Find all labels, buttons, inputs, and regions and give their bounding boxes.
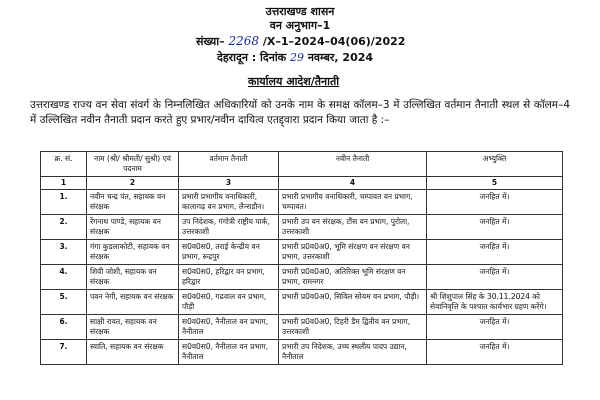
- row-remark: जनहित में।: [427, 240, 563, 265]
- row-name: पवन नेगी, सहायक वन संरक्षक: [87, 290, 179, 315]
- row-current-posting: स0व0स0, नैनीताल वन प्रभाग, नैनीताल: [179, 315, 279, 340]
- govt-heading: उत्तराखण्ड शासन: [265, 5, 335, 18]
- intro-paragraph: उत्तराखण्ड राज्य वन सेवा संवर्ग के निम्नलिखित अधिकारियों को उनके नाम के समक्ष कॉलम–3 में उल्लिखित वर्तमान तैनाती स्थल से कॉलम–4 में उल्लिखित नवीन तैनाती प्रदान करते हुए प्रभार/नवीन दायित्व एतद्द्वारा प्रदान किया जाता है :–: [30, 99, 570, 126]
- table-header-row: [41, 152, 563, 177]
- reference-number: [196, 34, 405, 49]
- row-sn: 2.: [41, 215, 87, 240]
- table-row: [41, 340, 563, 365]
- document-title: कार्यालय आदेश/तैनाती: [248, 75, 340, 88]
- ref-prefix: संख्या–: [196, 35, 225, 48]
- row-name: शिवी जोशी, सहायक वन संरक्षक: [87, 265, 179, 290]
- row-name: गंगा कुडलाकोटी, सहायक वन संरक्षक: [87, 240, 179, 265]
- col-number: 3: [179, 177, 279, 190]
- col-number: 5: [427, 177, 563, 190]
- date-suffix: नवम्बर, 2024: [307, 51, 374, 64]
- row-new-posting: प्रभारी प्र0व0अ0, भूमि संरक्षण वन संरक्षण वन प्रभाग, उत्तरकाशी: [279, 240, 427, 265]
- table-row: [41, 290, 563, 315]
- row-remark: जनहित में।: [427, 190, 563, 215]
- row-current-posting: उप निदेशक, गंगोत्री राष्ट्रीय पार्क, उत्तरकाशी: [179, 215, 279, 240]
- row-current-posting: स0व0स0, हरिद्वार वन प्रभाग, हरिद्वार: [179, 265, 279, 290]
- row-name: नवीन चन्द्र पंत, सहायक वन संरक्षक: [87, 190, 179, 215]
- row-remark: जनहित में।: [427, 215, 563, 240]
- row-sn: 4.: [41, 265, 87, 290]
- handwritten-ref-number: 2268: [228, 34, 259, 48]
- row-remark: जनहित में।: [427, 315, 563, 340]
- row-new-posting: प्रभारी उप वन संरक्षक, टौंस वन प्रभाग, पुरोला, उत्तरकाशी: [279, 215, 427, 240]
- table-row: [41, 240, 563, 265]
- date-prefix: देहरादून : दिनांक: [217, 51, 287, 64]
- row-sn: 1.: [41, 190, 87, 215]
- table-row: [41, 215, 563, 240]
- table-row: [41, 265, 563, 290]
- row-remark: श्री शिशुपाल सिंह के 30.11.2024 को सेवानिवृत्ति के पश्चात कार्यभार ग्रहण करेंगे।: [427, 290, 563, 315]
- row-new-posting: प्रभारी प्रभागीय वनाधिकारी, चम्पावत वन प्रभाग, चम्पावत।: [279, 190, 427, 215]
- row-name: साक्षी रावत, सहायक वन संरक्षक: [87, 315, 179, 340]
- dept-heading: वन अनुभाग–1: [269, 19, 331, 32]
- col-number: 1: [41, 177, 87, 190]
- table-row: [41, 315, 563, 340]
- row-sn: 5.: [41, 290, 87, 315]
- row-sn: 6.: [41, 315, 87, 340]
- handwritten-date-day: 29: [289, 51, 304, 64]
- row-new-posting: प्रभारी प्र0व0अ0, अतिरिक्त भूमि संरक्षण वन प्रभाग, रामनगर: [279, 265, 427, 290]
- row-new-posting: प्रभारी प्र0व0अ0, सिविल सोयम वन प्रभाग, पौड़ी।: [279, 290, 427, 315]
- row-remark: जनहित में।: [427, 265, 563, 290]
- row-name: रेंगनाथ पाण्डे, सहायक वन संरक्षक: [87, 215, 179, 240]
- col-number: 2: [87, 177, 179, 190]
- posting-table: [40, 151, 563, 365]
- header-remarks: अभ्युक्ति: [427, 152, 563, 177]
- order-date: [217, 50, 373, 65]
- row-current-posting: स0व0स0, तराई केन्द्रीय वन प्रभाग, रूद्रपुर: [179, 240, 279, 265]
- column-number-row: [41, 177, 563, 190]
- row-name: स्वाति, सहायक वन संरक्षक: [87, 340, 179, 365]
- row-current-posting: स0व0स0, नैनीताल वन प्रभाग, नैनीताल: [179, 340, 279, 365]
- row-sn: 3.: [41, 240, 87, 265]
- header-name: नाम (श्री/ श्रीमती/ सुश्री) एवं पदनाम: [87, 152, 179, 177]
- row-current-posting: प्रभारी प्रभागीय वनाधिकारी, कालागढ़ वन प्रभाग, लैन्सडौन।: [179, 190, 279, 215]
- header-current-posting: वर्तमान तैनाती: [179, 152, 279, 177]
- row-current-posting: स0व0स0, गढवाल वन प्रभाग, पौड़ी: [179, 290, 279, 315]
- col-number: 4: [279, 177, 427, 190]
- row-sn: 7.: [41, 340, 87, 365]
- header-sn: क्र. सं.: [41, 152, 87, 177]
- row-new-posting: प्रभारी उप निदेशक, उच्च स्थलीय पादप उद्यान, नैनीताल: [279, 340, 427, 365]
- ref-suffix: /X–1–2024–04(06)/2022: [262, 35, 406, 48]
- header-new-posting: नवीन तैनाती: [279, 152, 427, 177]
- row-remark: जनहित में।: [427, 340, 563, 365]
- table-row: [41, 190, 563, 215]
- row-new-posting: प्रभारी प्र0व0अ0, टिहरी डैम द्वितीय वन प्रभाग, उत्तरकाशी: [279, 315, 427, 340]
